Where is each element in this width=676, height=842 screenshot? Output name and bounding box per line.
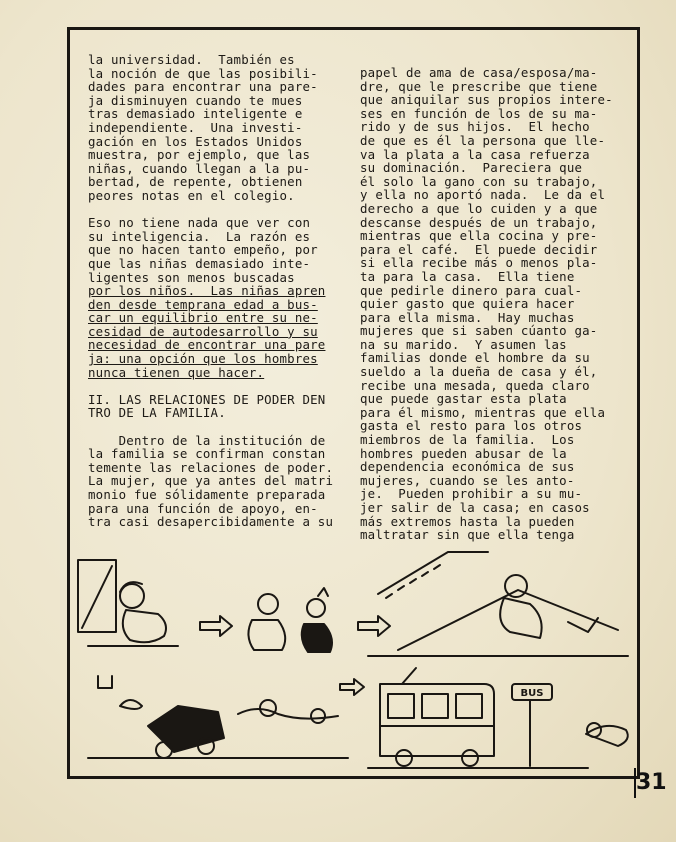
text-line: que pedirle dinero para cual- bbox=[360, 282, 583, 298]
text-line: ta para la casa. Ella tiene bbox=[360, 268, 575, 284]
text-line: na su marido. Y asumen las bbox=[360, 336, 567, 352]
text-line: gasta el resto para los otros bbox=[360, 418, 583, 434]
underlined-line: den desde temprana edad a bus- bbox=[88, 296, 318, 312]
text-line: dre, que le prescribe que tiene bbox=[360, 78, 598, 94]
text-line: que las niñas demasiado inte- bbox=[88, 255, 311, 271]
text-line: maltratar sin que ella tenga bbox=[360, 527, 575, 543]
text-line: la noción de que las posibili- bbox=[88, 65, 318, 81]
text-line: si ella recibe más o menos pla- bbox=[360, 255, 598, 271]
text-line: su dominación. Pareciera que bbox=[360, 160, 583, 176]
text-line: hombres pueden abusar de la bbox=[360, 445, 567, 461]
text-line: peores notas en el colegio. bbox=[88, 187, 295, 203]
text-line: monio fue sólidamente preparada bbox=[88, 487, 326, 502]
text-line: mujeres que si saben cúanto ga- bbox=[360, 323, 598, 339]
text-line: dependencia económica de sus bbox=[360, 459, 575, 475]
text-line: más extremos hasta la pueden bbox=[360, 513, 575, 529]
text-line: para ella misma. Hay muchas bbox=[360, 309, 575, 325]
section-heading-line: II. LAS RELACIONES DE PODER DEN bbox=[88, 391, 326, 407]
text-line: que aniquilar sus propios intere- bbox=[360, 92, 613, 108]
text-line: va la plata a la casa refuerza bbox=[360, 146, 590, 162]
text-line: rido y de sus hijos. El hecho bbox=[360, 119, 590, 135]
fallen-woman-drawing bbox=[586, 723, 628, 746]
text-line: ja disminuyen cuando te mues bbox=[88, 92, 303, 108]
staircase-drawing bbox=[368, 552, 628, 656]
text-line: tras demasiado inteligente e bbox=[88, 106, 303, 122]
text-line: miembros de la familia. Los bbox=[360, 432, 575, 448]
underlined-line: ja: una opción que los hombres bbox=[88, 351, 318, 367]
arrow-icon bbox=[340, 679, 364, 695]
right-text-column bbox=[360, 66, 630, 542]
left-text-column bbox=[88, 53, 358, 529]
paragraph-gap bbox=[88, 420, 358, 434]
page-number: 31 bbox=[634, 768, 666, 798]
text-line: la familia se confirman constan bbox=[88, 446, 326, 462]
text-line: papel de ama de casa/esposa/ma- bbox=[360, 65, 598, 80]
text-line: temente las relaciones de poder. bbox=[88, 459, 334, 475]
text-line: sueldo a la dueña de casa y él, bbox=[360, 364, 598, 380]
text-line: mujeres, cuando se les anto- bbox=[360, 472, 575, 488]
text-line: Eso no tiene nada que ver con bbox=[88, 215, 311, 231]
text-line: gación en los Estados Unidos bbox=[88, 133, 303, 149]
text-line: descanse después de un trabajo, bbox=[360, 214, 598, 230]
text-line: para una función de apoyo, en- bbox=[88, 500, 318, 516]
text-line: je. Pueden prohibir a su mu- bbox=[360, 486, 583, 502]
bus-sign-label: BUS bbox=[520, 688, 544, 699]
text-line: ses en función de los de su ma- bbox=[360, 105, 598, 121]
underlined-line: cesidad de autodesarrollo y su bbox=[88, 323, 318, 339]
text-line: tra casi desapercibidamente a su bbox=[88, 514, 334, 530]
cartoon-strip bbox=[68, 538, 640, 778]
text-line: quier gasto que quiera hacer bbox=[360, 296, 575, 312]
text-line: Dentro de la institución de bbox=[88, 432, 326, 448]
text-line: derecho a que lo cuiden y a que bbox=[360, 200, 598, 216]
text-line: jer salir de la casa; en casos bbox=[360, 500, 590, 515]
text-line: él solo la gano con su trabajo, bbox=[360, 173, 598, 189]
text-line: dades para encontrar una pare- bbox=[88, 79, 318, 95]
paragraph-gap bbox=[88, 203, 358, 217]
crash-scene-drawing bbox=[88, 676, 348, 758]
text-line: mientras que ella cocina y pre- bbox=[360, 228, 598, 244]
text-line: muestra, por ejemplo, que las bbox=[88, 147, 311, 163]
text-line: para el café. El puede decidir bbox=[360, 241, 598, 257]
text-line: recibe una mesada, queda claro bbox=[360, 377, 590, 393]
text-line: ligentes son menos buscadas bbox=[88, 269, 295, 285]
text-line: familias donde el hombre da su bbox=[360, 350, 590, 366]
text-line: de que es él la persona que lle- bbox=[360, 132, 606, 148]
arrow-icon bbox=[358, 616, 390, 636]
mirror-woman-drawing bbox=[78, 560, 178, 646]
underlined-line: car un equilibrio entre su ne- bbox=[88, 310, 318, 326]
text-line: su inteligencia. La razón es bbox=[88, 228, 311, 244]
couple-drawing bbox=[248, 588, 332, 652]
bus-drawing bbox=[368, 668, 588, 768]
underlined-line: por los niños. Las niñas apren bbox=[88, 283, 326, 299]
text-line: independiente. Una investi- bbox=[88, 119, 303, 135]
text-line: para él mismo, mientras que ella bbox=[360, 404, 606, 420]
underlined-line: necesidad de encontrar una pare bbox=[88, 337, 326, 353]
underlined-line: nunca tienen que hacer. bbox=[88, 364, 265, 380]
text-line: La mujer, que ya antes del matri bbox=[88, 473, 334, 489]
text-line: que puede gastar esta plata bbox=[360, 391, 567, 407]
text-line: niñas, cuando llegan a la pu- bbox=[88, 160, 311, 176]
section-heading-line: TRO DE LA FAMILIA. bbox=[88, 405, 226, 421]
text-line: bertad, de repente, obtienen bbox=[88, 174, 303, 190]
text-line: la universidad. También es bbox=[88, 52, 295, 67]
text-line: que no hacen tanto empeño, por bbox=[88, 242, 318, 258]
arrow-icon bbox=[200, 616, 232, 636]
paragraph-gap bbox=[88, 379, 358, 393]
text-line: y ella no aportó nada. Le da el bbox=[360, 187, 606, 203]
